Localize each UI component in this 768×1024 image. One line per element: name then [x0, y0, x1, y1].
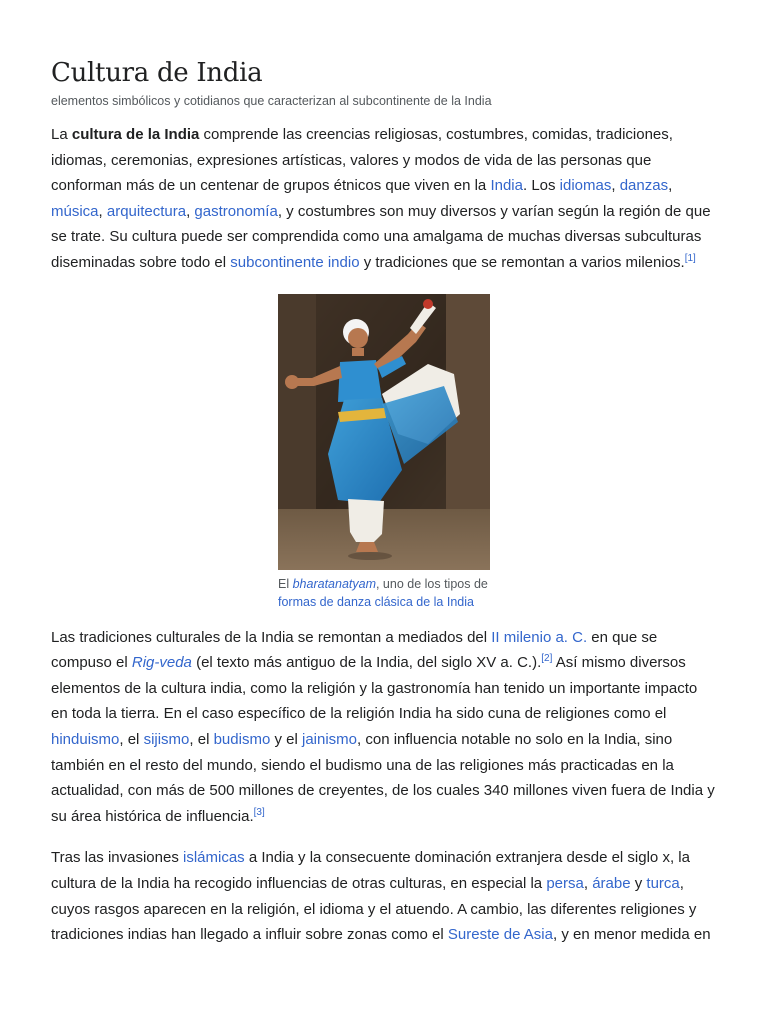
text: , el [119, 730, 144, 748]
reference-1 [685, 253, 696, 264]
link-gastronomia[interactable]: gastronomía [194, 202, 278, 220]
link-rig-veda[interactable] [132, 654, 192, 671]
page-subtitle: elementos simbólicos y cotidianos que caracterizan al subcontinente de la India [51, 94, 492, 108]
link-arabe[interactable]: árabe [592, 874, 631, 892]
paragraph-tradiciones [51, 625, 717, 830]
text: y [630, 874, 647, 892]
reference-link-3[interactable]: [3] [253, 806, 265, 818]
link-sijismo[interactable]: sijismo [143, 730, 190, 748]
text: , y costumbres son muy diversos y varían según la región de que se trate. Su cultura puede ser comprendida como una amalgama de muchas diversas subculturas diseminadas sobre todo el [51, 202, 711, 271]
figure [278, 294, 490, 611]
paragraph-intro [51, 122, 717, 276]
text: a India y la consecuente dominación extranjera desde el siglo x, la cultura de la India ha recogido influencias de otras culturas, en especial la [51, 849, 690, 892]
italic-term: bharatanatyam [292, 576, 376, 591]
text: , [668, 177, 673, 195]
dancer-photo[interactable] [278, 294, 490, 570]
text: , uno de los tipos de [375, 576, 488, 591]
link-turca[interactable]: turca [646, 874, 680, 892]
link-persa[interactable]: persa [546, 874, 584, 892]
page-title: Cultura de India [51, 58, 263, 88]
link-formas-de-danza[interactable]: formas de danza clásica de la India [278, 594, 474, 609]
text: , cuyos rasgos aparecen en la religión, el idioma y el atuendo. A cambio, las diferentes religiones y tradiciones indias han llegado a influir sobre zonas como el [51, 874, 697, 944]
text: en que se compuso el [51, 628, 658, 672]
text: , y en menor medida en [552, 926, 711, 944]
text: y el [270, 730, 302, 748]
text: y tradiciones que se remontan a varios milenios. [359, 253, 685, 271]
text: Tras las invasiones [51, 849, 183, 867]
link-bharatanatyam[interactable] [293, 577, 376, 591]
bold-term: cultura de la India [71, 126, 200, 143]
link-musica[interactable]: música [51, 202, 99, 220]
text: , [583, 874, 593, 892]
paragraph-invasiones [51, 845, 717, 947]
text: El [278, 576, 293, 591]
text: , con influencia notable no solo en la India, sino también en el resto del mundo, siendo el budismo una de las religiones más practicadas en la actualidad, con más de 500 millones de creyentes, de los cuales 340 millones viven fuera de India y su área histórica de influencia. [51, 730, 715, 825]
link-milenio[interactable]: II milenio a. C. [491, 628, 588, 646]
reference-2 [541, 653, 552, 664]
text: La [51, 126, 72, 143]
text: , [98, 202, 107, 220]
link-india[interactable]: India [490, 177, 523, 195]
reference-link-1[interactable]: [1] [684, 252, 696, 264]
text: , el [189, 730, 214, 748]
link-islamicas[interactable]: islámicas [183, 849, 245, 867]
text: . Los [522, 177, 560, 195]
figure-caption [278, 575, 490, 611]
link-jainismo[interactable]: jainismo [301, 730, 358, 748]
text: , [186, 202, 195, 220]
link-danzas[interactable]: danzas [619, 177, 669, 195]
link-subcontinente-indio[interactable]: subcontinente indio [230, 253, 360, 271]
text: , [611, 177, 620, 195]
text: Así mismo diversos elementos de la cultura india, como la religión y la gastronomía han tenido un importante impacto en toda la tierra. En el caso específico de la religión India ha sido cuna de religiones como el [51, 654, 698, 723]
link-budismo[interactable]: budismo [213, 730, 271, 748]
link-idiomas[interactable]: idiomas [559, 177, 612, 195]
link-hinduismo[interactable]: hinduismo [51, 730, 120, 748]
link-sureste-de-asia[interactable]: Sureste de Asia [447, 926, 553, 944]
reference-link-2[interactable]: [2] [541, 653, 553, 665]
text: comprende las creencias religiosas, costumbres, comidas, tradiciones, idiomas, ceremonias, expresiones artísticas, valores y modos de vida de las personas que conforman más de un centenar de grupos étnicos que viven en la [51, 126, 673, 195]
link-arquitectura[interactable]: arquitectura [106, 202, 187, 220]
text: (el texto más antiguo de la India, del siglo XV a. C.). [191, 654, 542, 672]
text: Las tradiciones culturales de la India se remontan a mediados del [51, 628, 492, 646]
italic-term: Rig-veda [131, 654, 192, 672]
article [51, 56, 717, 948]
reference-3 [254, 807, 265, 818]
